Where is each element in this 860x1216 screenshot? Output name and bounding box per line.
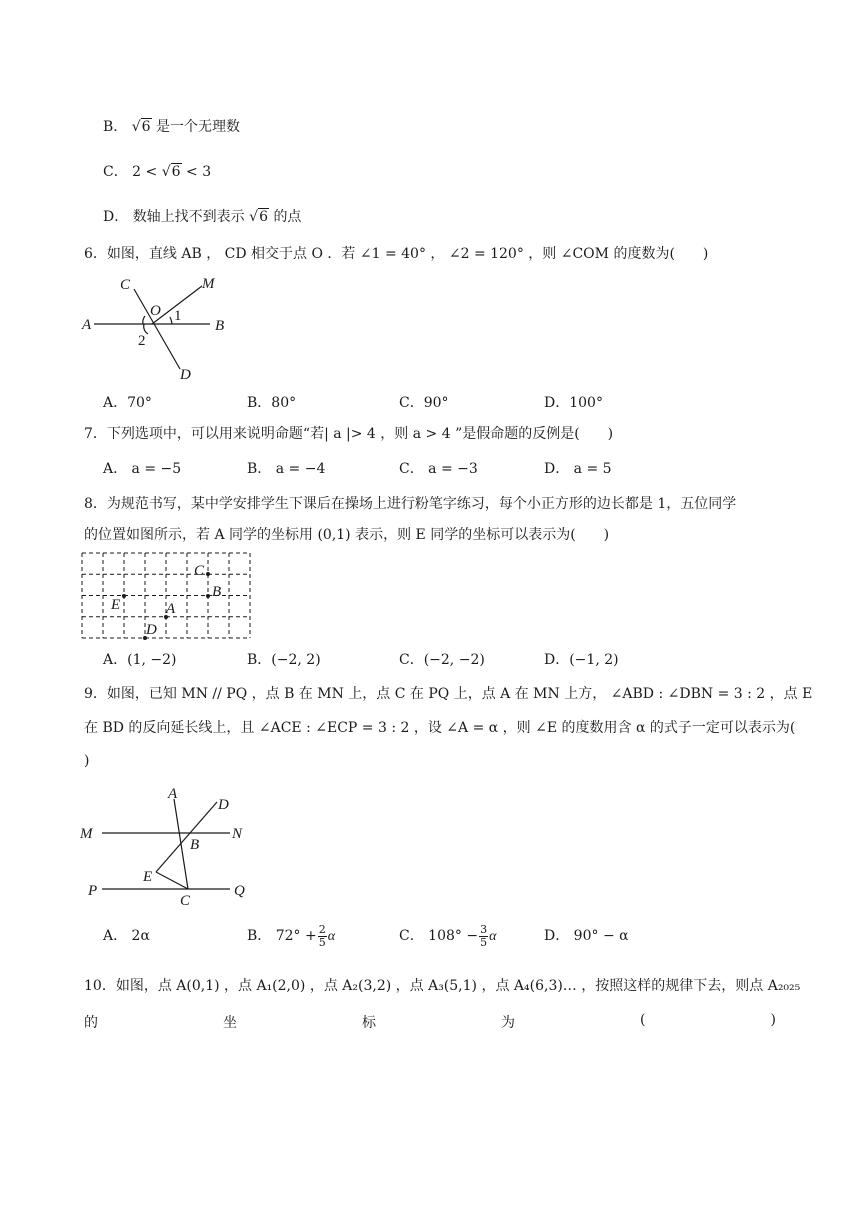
sqrt-sign: √6 — [249, 209, 268, 225]
point-e — [122, 594, 126, 598]
q8-option-c: C．(−2, −2) — [399, 652, 485, 668]
label-c: C — [180, 893, 191, 909]
sqrt-sign: √6 — [131, 119, 151, 135]
label-a: A — [168, 786, 178, 802]
radicand: 6 — [259, 209, 268, 225]
option-text: α — [327, 929, 336, 944]
q6-figure — [82, 272, 242, 382]
option-text: < 3 — [186, 164, 212, 180]
label-o: O — [150, 303, 161, 319]
q8-option-a: A．(1, −2) — [103, 652, 177, 668]
q7-stem: 7．下列选项中，可以用来说明命题“若| a |> 4 ，则 a > 4 ”是假命题的反例是( ) — [84, 426, 614, 442]
q6-option-d: D．100° — [544, 395, 603, 411]
label-d: D — [218, 797, 229, 813]
q9-option-d: D． 90° − α — [544, 928, 629, 944]
label-a: A — [166, 601, 176, 617]
segment-ec — [156, 872, 188, 889]
label-m: M — [202, 276, 215, 292]
numerator: 3 — [480, 922, 488, 936]
radicand: 6 — [141, 119, 151, 135]
point-c — [206, 572, 210, 576]
word: 的 — [84, 1015, 98, 1031]
option-letter: B． — [103, 119, 128, 135]
q9-option-b — [247, 920, 335, 953]
q7-option-a: A． a = −5 — [103, 461, 182, 477]
label-p: P — [88, 883, 98, 899]
option-letter: C． — [103, 164, 128, 180]
q9-stem-line1: 9．如图，已知 MN // PQ ，点 B 在 MN 上，点 C 在 PQ 上，点 A 在 MN 上方， ∠ABD : ∠DBN = 3 : 2 ，点 E — [84, 686, 813, 702]
option-text: B． 72° + — [247, 928, 317, 944]
q6-option-b: B．80° — [247, 395, 297, 411]
label-d: D — [146, 622, 157, 638]
q9-figure — [80, 786, 260, 909]
word: ( — [640, 1012, 646, 1028]
angle-2-arc-b — [143, 316, 145, 324]
numerator: 2 — [318, 922, 326, 936]
denominator: 5 — [318, 935, 326, 949]
q8-option-b: B．(−2, 2) — [247, 652, 321, 668]
word: 为 — [501, 1015, 515, 1031]
option-text: 是一个无理数 — [156, 119, 241, 135]
option-text: 数轴上找不到表示 — [132, 209, 245, 225]
q5-option-d — [103, 207, 301, 227]
label-b: B — [212, 584, 222, 600]
line-cd — [134, 289, 180, 369]
label-b: B — [190, 837, 200, 853]
fraction — [479, 924, 488, 949]
q7-option-c: C． a = −3 — [399, 461, 478, 477]
q6-option-c: C．90° — [399, 395, 449, 411]
option-text: 2 < — [132, 164, 158, 180]
q8-stem-line1: 8．为规范书写，某中学安排学生下课后在操场上进行粉笔字练习，每个小正方形的边长都是 1，五位同学 — [84, 496, 737, 512]
q6-stem: 6．如图，直线 AB ， CD 相交于点 O ．若 ∠1 = 40° ， ∠2 = 120° ，则 ∠COM 的度数为( ) — [84, 246, 709, 262]
q8-grid-figure — [80, 553, 252, 639]
word: 标 — [362, 1015, 376, 1031]
q10-stem-line1: 10．如图，点 A(0,1) ，点 A₁(2,0) ，点 A₂(3,2) ，点 A₃(5,1) ，点 A₄(6,3)… ，按照这样的规律下去，则点 A₂₀₂₅ — [84, 978, 801, 994]
label-angle-2: 2 — [138, 333, 146, 349]
label-e: E — [111, 597, 121, 613]
word: ) — [770, 1012, 776, 1028]
option-text: 的点 — [273, 209, 302, 225]
label-n: N — [232, 826, 243, 842]
q9-stem-line2: 在 BD 的反向延长线上，且 ∠ACE : ∠ECP = 3 : 2 ，设 ∠A = α ，则 ∠E 的度数用含 α 的式子一定可以表示为( — [84, 720, 796, 736]
q8-stem-line2: 的位置如图所示，若 A 同学的坐标用 (0,1) 表示，则 E 同学的坐标可以表示为( ) — [84, 527, 610, 543]
point-b — [206, 594, 210, 598]
label-b: B — [215, 318, 225, 334]
word: 坐 — [223, 1015, 237, 1031]
q5-option-b — [103, 117, 240, 137]
option-text: C． 108° − — [399, 928, 479, 944]
label-a: A — [82, 317, 92, 333]
label-q: Q — [234, 883, 245, 899]
angle-1-arc — [170, 317, 172, 324]
radicand: 6 — [171, 164, 181, 180]
label-c: C — [120, 277, 131, 293]
sqrt-sign: √6 — [161, 164, 181, 180]
q6-option-a: A．70° — [103, 395, 152, 411]
line-ed — [156, 802, 217, 872]
q9-option-c — [399, 920, 496, 953]
option-letter: D． — [103, 209, 129, 225]
q7-option-d: D． a = 5 — [544, 461, 612, 477]
q7-option-b: B． a = −4 — [247, 461, 326, 477]
denominator: 5 — [480, 935, 488, 949]
option-text: α — [489, 929, 497, 944]
q9-option-a: A． 2α — [103, 928, 150, 944]
q9-stem-line3: ) — [84, 753, 90, 769]
label-d: D — [180, 367, 191, 383]
fraction — [318, 924, 327, 949]
label-e: E — [143, 869, 153, 885]
q8-option-d: D．(−1, 2) — [544, 652, 619, 668]
label-m: M — [80, 826, 93, 842]
label-c: C — [194, 563, 205, 579]
q10-stem-line2 — [84, 1012, 776, 1032]
label-angle-1: 1 — [174, 308, 182, 324]
q5-option-c — [103, 162, 211, 182]
